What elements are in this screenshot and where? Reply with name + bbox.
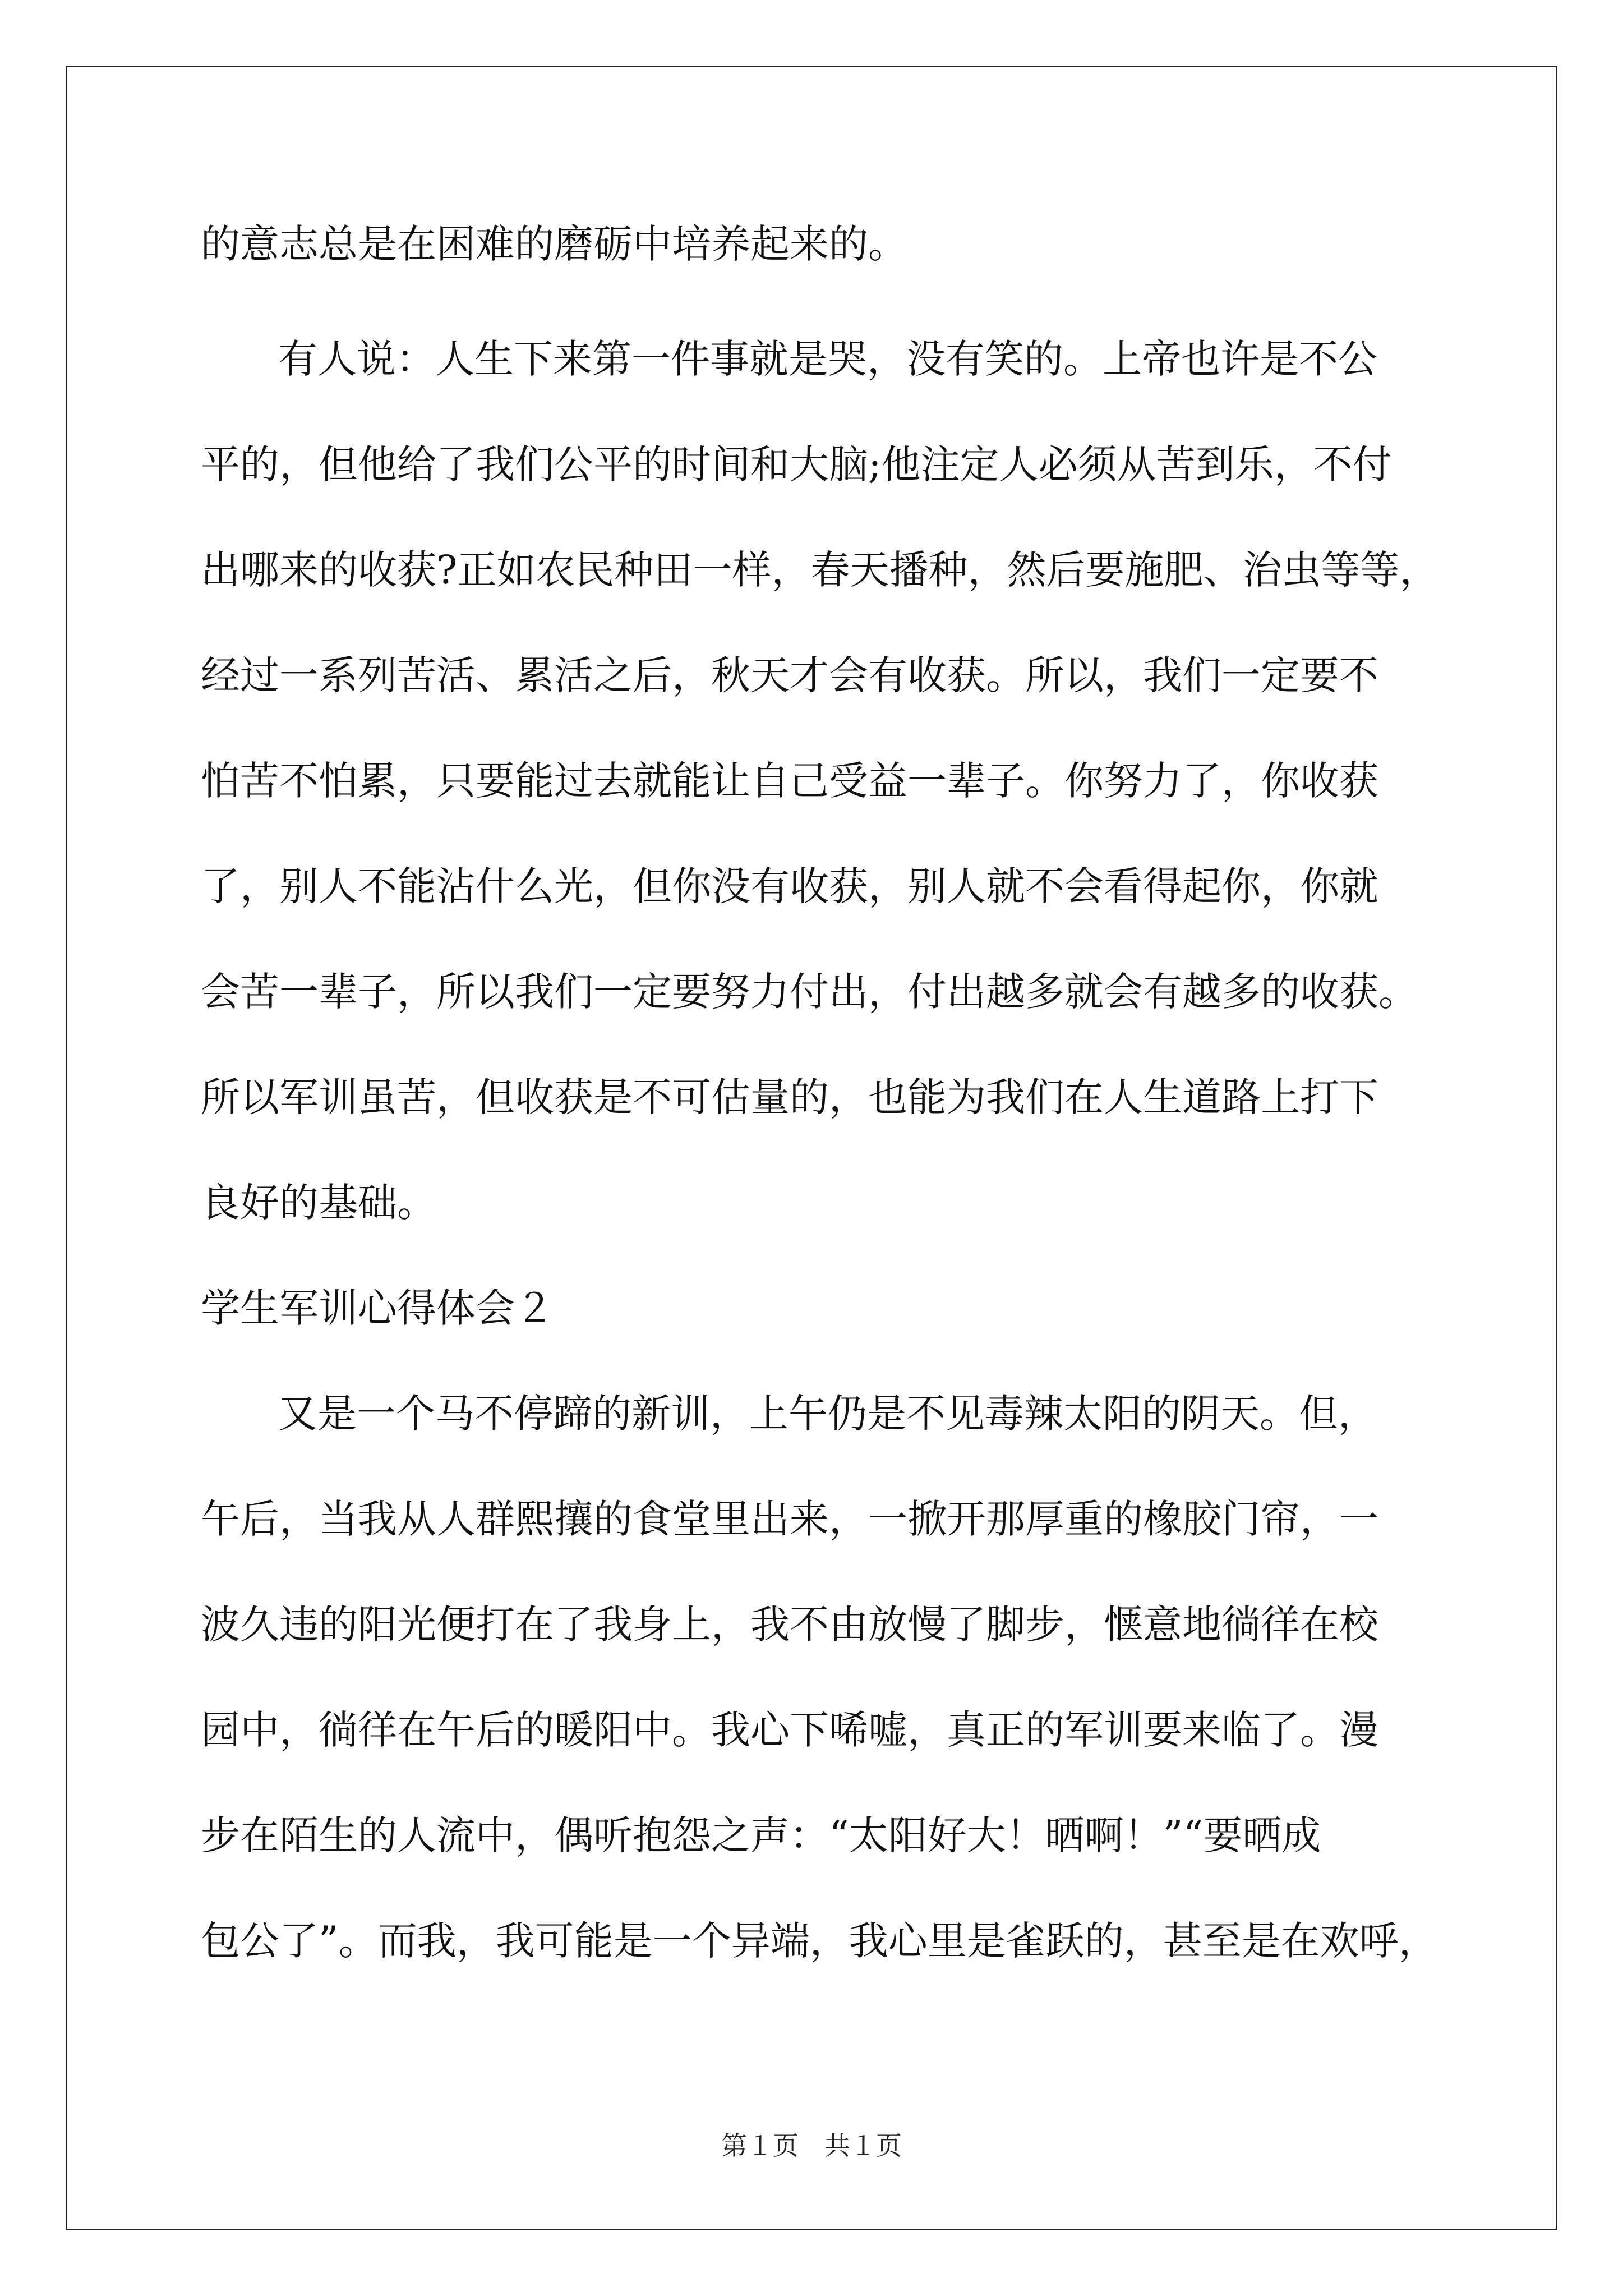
page-border: [66, 66, 1557, 2230]
text-line: 午后，当我从人群熙攘的食堂里出来，一掀开那厚重的橡胶门帘，一: [201, 1496, 1378, 1542]
paragraph-first-line: 有人说：人生下来第一件事就是哭，没有笑的。上帝也许是不公: [278, 336, 1377, 382]
text-line: 良好的基础。: [201, 1180, 436, 1226]
page-number-footer: 第１页 共１页: [721, 2131, 902, 2161]
text-line: 园中，徜徉在午后的暖阳中。我心下唏嘘，真正的军训要来临了。漫: [201, 1707, 1378, 1753]
text-line: 平的，但他给了我们公平的时间和大脑;他注定人必须从苦到乐，不付: [201, 441, 1392, 487]
text-line: 的意志总是在困难的磨砺中培养起来的。: [201, 221, 907, 267]
text-line: 出哪来的收获?正如农民种田一样，春天播种，然后要施肥、治虫等等，: [201, 547, 1439, 593]
text-line: 包公了”。而我，我可能是一个异端，我心里是雀跃的，甚至是在欢呼，: [201, 1918, 1438, 1964]
section-heading: 学生军训心得体会２: [201, 1285, 554, 1331]
text-line: 经过一系列苦活、累活之后，秋天才会有收获。所以，我们一定要不: [201, 652, 1378, 698]
text-line: 所以军训虽苦，但收获是不可估量的，也能为我们在人生道路上打下: [201, 1074, 1378, 1120]
text-line: 波久违的阳光便打在了我身上，我不由放慢了脚步，惬意地徜徉在校: [201, 1602, 1378, 1648]
text-line: 了，别人不能沾什么光，但你没有收获，别人就不会看得起你，你就: [201, 863, 1378, 909]
text-line: 步在陌生的人流中，偶听抱怨之声：“太阳好大！晒啊！”“要晒成: [201, 1812, 1321, 1858]
paragraph-first-line: 又是一个马不停蹄的新训，上午仍是不见毒辣太阳的阴天。但，: [278, 1391, 1377, 1437]
text-line: 怕苦不怕累，只要能过去就能让自己受益一辈子。你努力了，你收获: [201, 758, 1378, 804]
text-line: 会苦一辈子，所以我们一定要努力付出，付出越多就会有越多的收获。: [201, 969, 1418, 1015]
